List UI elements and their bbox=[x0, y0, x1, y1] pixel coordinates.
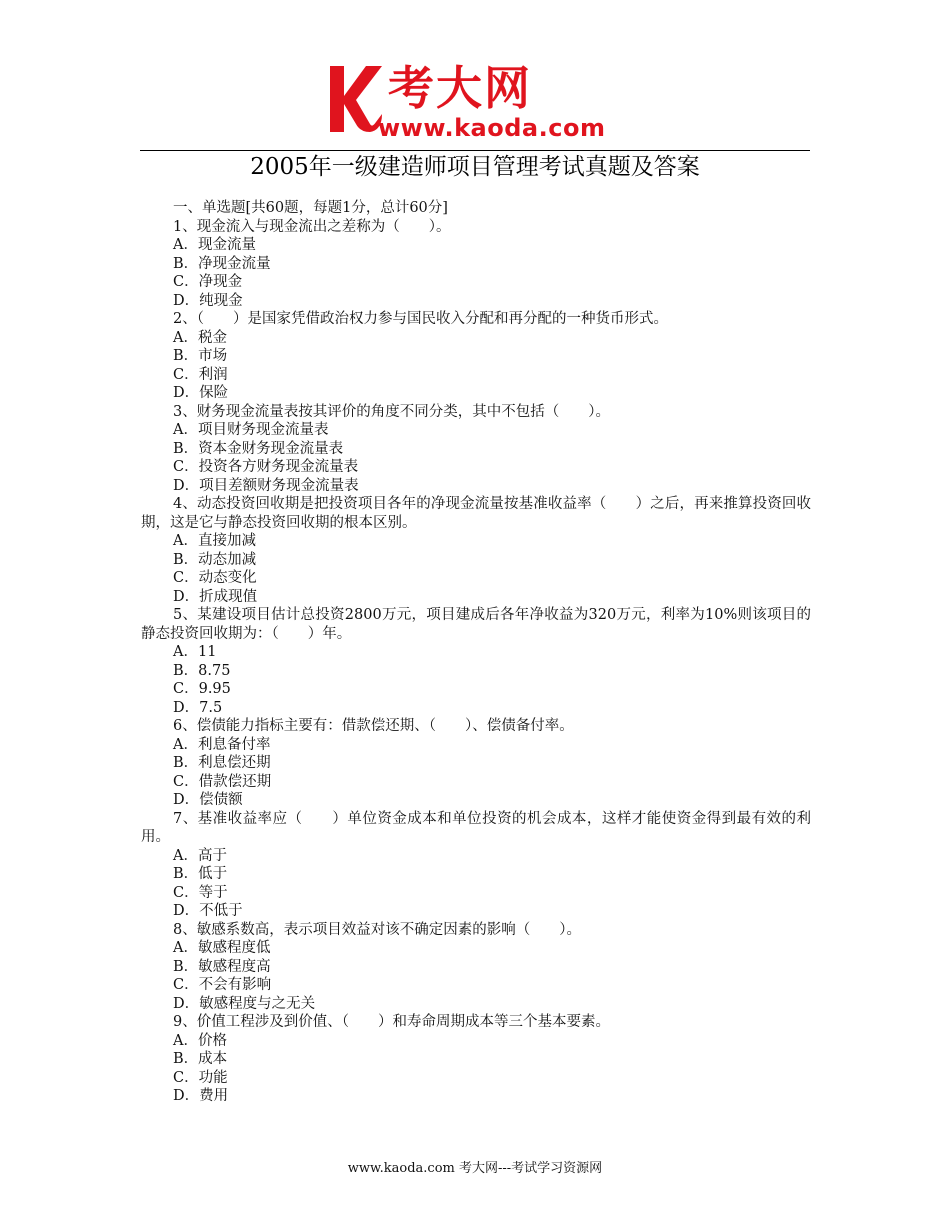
option: A．高于 bbox=[173, 847, 227, 864]
option: D．保险 bbox=[173, 385, 229, 401]
option: C．动态变化 bbox=[173, 570, 257, 586]
option: C．9.95 bbox=[173, 681, 231, 697]
page-title: 2005年一级建造师项目管理考试真题及答案 bbox=[250, 154, 700, 180]
option: D．项目差额财务现金流量表 bbox=[173, 477, 359, 494]
header-divider bbox=[140, 150, 810, 151]
logo-url-text: www.kaoda.com bbox=[378, 114, 606, 142]
option: B．8.75 bbox=[173, 662, 231, 679]
option: C．功能 bbox=[173, 1069, 228, 1086]
section-heading: 一、单选题[共60题，每题1分，总计60分] bbox=[173, 200, 448, 216]
option: C．投资各方财务现金流量表 bbox=[173, 459, 359, 475]
option: C．不会有影响 bbox=[173, 977, 272, 993]
question-2: 2、（ ）是国家凭借政治权力参与国民收入分配和再分配的一种货币形式。 bbox=[173, 311, 668, 327]
question-8: 8、敏感系数高，表示项目效益对该不确定因素的影响（ ）。 bbox=[173, 921, 581, 938]
option: B．资本金财务现金流量表 bbox=[173, 440, 344, 457]
option: D．偿债额 bbox=[173, 792, 243, 808]
option: D．不低于 bbox=[173, 903, 243, 919]
option: C．借款偿还期 bbox=[173, 773, 272, 790]
option: A．利息备付率 bbox=[173, 736, 271, 753]
k-logo-icon bbox=[326, 62, 386, 134]
option: B．低于 bbox=[173, 866, 228, 882]
option: A．11 bbox=[173, 644, 217, 660]
option: D．折成现值 bbox=[173, 588, 258, 605]
option: B．市场 bbox=[173, 348, 228, 364]
question-3: 3、财务现金流量表按其评价的角度不同分类，其中不包括（ ）。 bbox=[173, 403, 610, 420]
option: B．成本 bbox=[173, 1051, 228, 1067]
option: D．费用 bbox=[173, 1088, 229, 1104]
option: C．净现金 bbox=[173, 274, 243, 290]
kaoda-logo bbox=[326, 62, 636, 142]
question-list bbox=[141, 199, 811, 1106]
option: D．纯现金 bbox=[173, 292, 243, 309]
question-1: 1、现金流入与现金流出之差称为（ ）。 bbox=[173, 218, 451, 235]
option: A．税金 bbox=[173, 329, 227, 346]
option: A．敏感程度低 bbox=[173, 940, 271, 956]
option: C．利润 bbox=[173, 366, 228, 383]
question-4: 4、动态投资回收期是把投资项目各年的净现金流量按基准收益率（ ）之后，再来推算投资回收期，这是它与静态投资回收期的根本区别。 bbox=[141, 496, 811, 531]
option: D．7.5 bbox=[173, 699, 223, 716]
question-6: 6、偿债能力指标主要有：借款偿还期、（ ）、偿债备付率。 bbox=[173, 718, 574, 734]
option: B．敏感程度高 bbox=[173, 958, 271, 975]
option: B．净现金流量 bbox=[173, 255, 271, 272]
option: C．等于 bbox=[173, 884, 228, 901]
question-9: 9、价值工程涉及到价值、（ ）和寿命周期成本等三个基本要素。 bbox=[173, 1014, 610, 1030]
page-footer: www.kaoda.com 考大网---考试学习资源网 bbox=[347, 1161, 603, 1176]
option: D．敏感程度与之无关 bbox=[173, 995, 316, 1012]
option: B．动态加减 bbox=[173, 551, 257, 568]
option: A．直接加减 bbox=[173, 533, 256, 549]
option: A．项目财务现金流量表 bbox=[173, 422, 329, 438]
option: B．利息偿还期 bbox=[173, 755, 271, 771]
option: A．价格 bbox=[173, 1032, 227, 1049]
logo-chinese-text: 考大网 bbox=[388, 61, 532, 115]
option: A．现金流量 bbox=[173, 237, 256, 253]
question-5: 5、某建设项目估计总投资2800万元，项目建成后各年净收益为320万元，利率为10%则该项目的静态投资回收期为：（ ）年。 bbox=[141, 607, 811, 642]
question-7: 7、基准收益率应（ ）单位资金成本和单位投资的机会成本，这样才能使资金得到最有效的利用。 bbox=[141, 810, 811, 845]
